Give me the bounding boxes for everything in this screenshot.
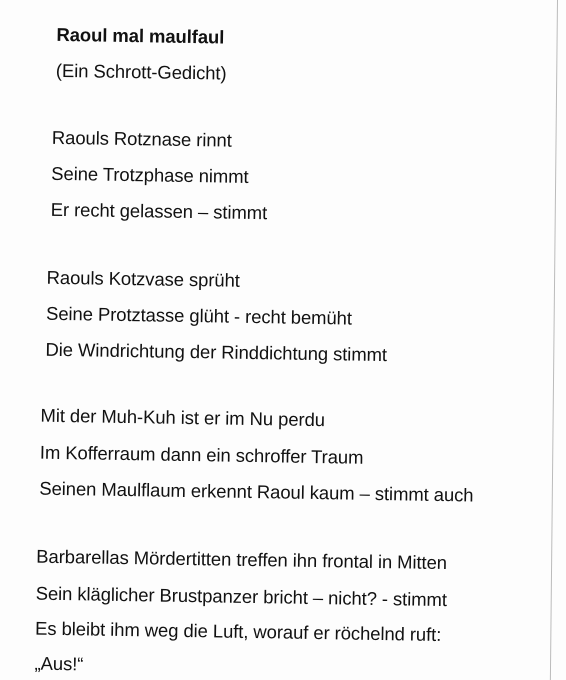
poem-line: Raouls Kotzvase sprüht: [46, 266, 240, 291]
poem-subtitle: (Ein Schrott-Gedicht): [55, 59, 227, 84]
poem-line: Seine Trotzphase nimmt: [51, 162, 249, 187]
poem-line: Es bleibt ihm weg die Luft, worauf er röchelnd ruft:: [34, 617, 442, 646]
poem-line: Im Kofferraum dann ein schroffer Traum: [39, 441, 364, 468]
poem-line: Seinen Maulflaum erkennt Raoul kaum – stimmt auch: [39, 477, 474, 506]
poem-line: Raouls Rotznase rinnt: [51, 126, 232, 151]
poem-line: Seine Protztasse glüht - recht bemüht: [45, 302, 353, 329]
poem-title: Raoul mal maulfaul: [56, 23, 225, 48]
poem-line: Barbarellas Mördertitten treffen ihn frontal in Mitten: [36, 545, 448, 574]
poem-line: Die Windrichtung der Rinddichtung stimmt: [45, 338, 388, 366]
poem-line: „Aus!“: [34, 652, 84, 675]
poem-line: Sein kläglicher Brustpanzer bricht – nicht? - stimmt: [35, 582, 448, 611]
poem-line: Mit der Muh-Kuh ist er im Nu perdu: [40, 404, 326, 431]
poem-line: Er recht gelassen – stimmt: [50, 198, 268, 224]
